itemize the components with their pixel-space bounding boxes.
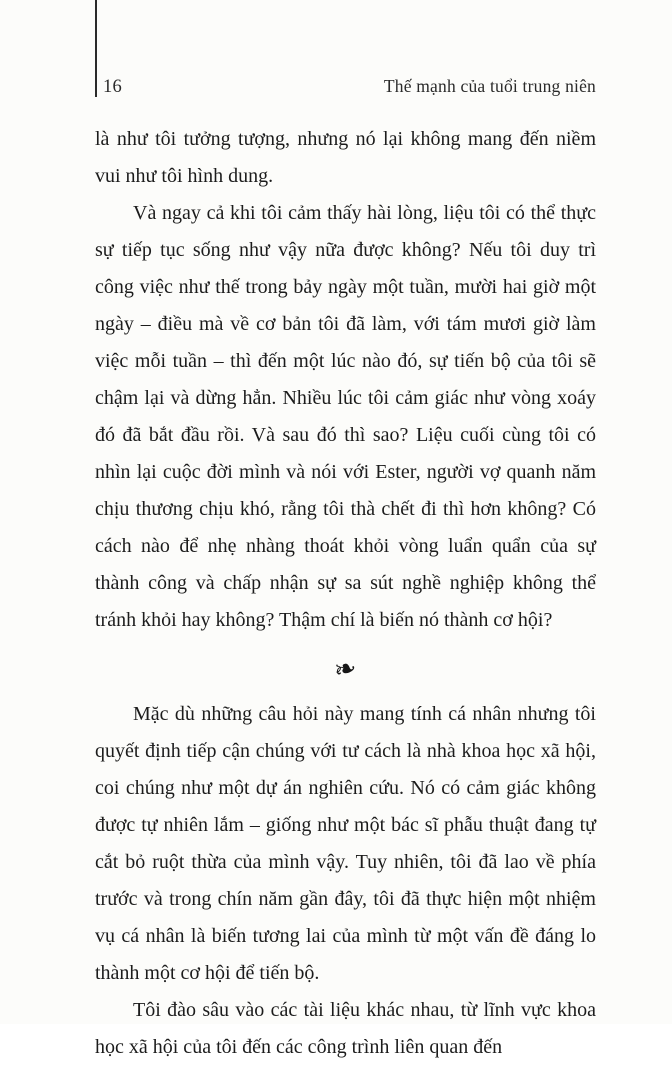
page-header [103, 76, 596, 98]
paragraph: Và ngay cả khi tôi cảm thấy hài lòng, liệu tôi có thể thực sự tiếp tục sống như vậy nữa được không? Nếu tôi duy trì công việc như thế trong bảy ngày một tuần, mười hai giờ một ngày – điều mà về cơ bản tôi đã làm, với tám mươi giờ làm việc mỗi tuần – thì đến một lúc nào đó, sự tiến bộ của tôi sẽ chậm lại và dừng hẳn. Nhiều lúc tôi cảm giác như vòng xoáy đó đã bắt đầu rồi. Và sau đó thì sao? Liệu cuối cùng tôi có nhìn lại cuộc đời mình và nói với Ester, người vợ quanh năm chịu thương chịu khó, rằng tôi thà chết đi thì hơn không? Có cách nào để nhẹ nhàng thoát khỏi vòng luẩn quẩn của sự thành công và chấp nhận sự sa sút nghề nghiệp không thể tránh khỏi hay không? Thậm chí là biến nó thành cơ hội? [95, 202, 596, 631]
section-separator [95, 639, 596, 696]
fleuron-icon: ❧ [331, 651, 360, 687]
header-vertical-rule [95, 0, 97, 97]
page-number: 16 [103, 77, 122, 97]
paragraph: Mặc dù những câu hỏi này mang tính cá nhân nhưng tôi quyết định tiếp cận chúng với tư cách là nhà khoa học xã hội, coi chúng như một dự án nghiên cứu. Nó có cảm giác không được tự nhiên lắm – giống như một bác sĩ phẫu thuật đang tự cắt bỏ ruột thừa của mình vậy. Tuy nhiên, tôi đã lao về phía trước và trong chín năm gần đây, tôi đã thực hiện một nhiệm vụ cá nhân là biến tương lai của mình từ một vấn đề đáng lo thành một cơ hội để tiến bộ. [95, 703, 596, 984]
paragraph: Tôi đào sâu vào các tài liệu khác nhau, từ lĩnh vực khoa học xã hội của tôi đến các công trình liên quan đến [95, 999, 596, 1058]
running-title: Thế mạnh của tuổi trung niên [383, 76, 596, 96]
page-content [95, 121, 596, 1066]
paragraph: là như tôi tưởng tượng, nhưng nó lại không mang đến niềm vui như tôi hình dung. [95, 128, 596, 187]
